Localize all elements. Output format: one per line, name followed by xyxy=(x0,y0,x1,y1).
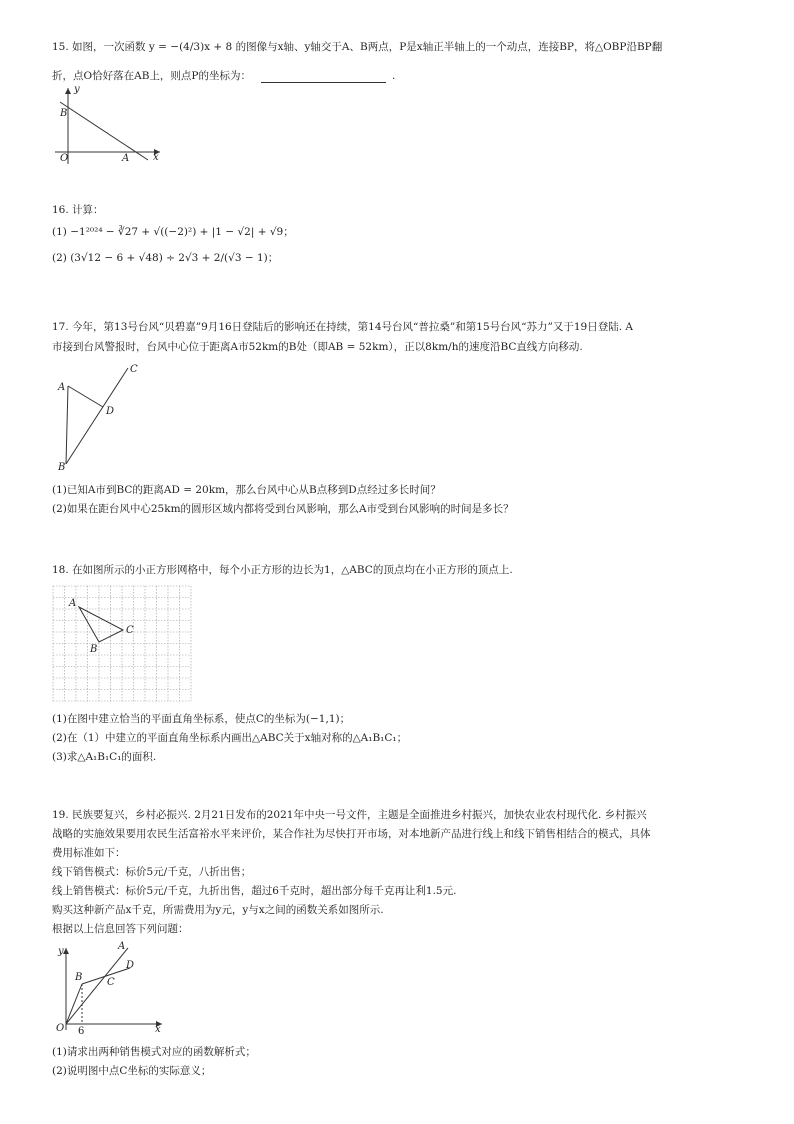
q15-y-label: y xyxy=(74,84,80,95)
q18-grid-figure xyxy=(52,585,194,701)
q19-line-6: 购买这种新产品x千克，所需费用为y元，y与x之间的函数关系如图所示. xyxy=(52,904,384,916)
q17-line-1: 17. 今年，第13号台风“贝碧嘉”9月16日登陆后的影响还在持续，第14号台风“普拉桑”和第15号台风“苏力”又于19日登陆. A xyxy=(52,321,633,333)
q17-point-a: A xyxy=(58,382,66,393)
q15-figure xyxy=(50,84,170,166)
q19-line-5: 线上销售模式：标价5元/千克，九折出售，超过6千克时，超出部分每千克再让利1.5元. xyxy=(52,885,457,897)
q17-sub-2: (2)如果在距台风中心25km的圆形区域内都将受到台风影响，那么A市受到台风影响的时间是多长？ xyxy=(52,503,514,515)
q16-line-2: (1) −1²⁰²⁴ − ∛27 + √((−2)²) + |1 − √2| + √9； xyxy=(52,226,294,238)
q19-point-c: C xyxy=(107,977,115,988)
q19-tick-6: 6 xyxy=(78,1026,85,1037)
q18-point-a: A xyxy=(69,598,77,609)
q18-sub-1: (1)在图中建立恰当的平面直角坐标系，使点C的坐标为(−1,1)； xyxy=(52,713,351,725)
q18-sub-3: (3)求△A₁B₁C₁的面积. xyxy=(52,751,157,763)
q19-line-3: 费用标准如下： xyxy=(52,847,126,859)
q19-figure xyxy=(52,940,172,1035)
q16-line-3: (2) (3√12 − 6 + √48) ÷ 2√3 + 2/(√3 − 1)； xyxy=(52,252,279,264)
q15-line-2-end: . xyxy=(391,70,396,82)
q15-line-1: 15. 如图，一次函数 y = −(4/3)x + 8 的图像与x轴、y轴交于A、B两点，P是x轴正半轴上的一个动点，连接BP，将△OBP沿BP翻 xyxy=(52,41,663,53)
q19-sub-1: (1)请求出两种销售模式对应的函数解析式； xyxy=(52,1046,256,1058)
q17-line-2: 市接到台风警报时，台风中心位于距离A市52km的B处（即AB = 52km），正以8km/h的速度沿BC直线方向移动. xyxy=(52,341,583,353)
q19-point-a: A xyxy=(118,941,126,952)
q19-line-1: 19. 民族要复兴，乡村必振兴. 2月21日发布的2021年中央一号文件，主题是全面推进乡村振兴，加快农业农村现代化. 乡村振兴 xyxy=(52,809,647,821)
q17-sub-1: (1)已知A市到BC的距离AD = 20km，那么台风中心从B点移到D点经过多长时间？ xyxy=(52,484,441,496)
q15-point-b: B xyxy=(60,108,68,119)
q19-point-b: B xyxy=(75,972,83,983)
q15-point-a: A xyxy=(122,153,130,164)
q16-line-1: 16. 计算： xyxy=(52,204,104,216)
q15-line-2 xyxy=(52,69,395,83)
q19-sub-2: (2)说明图中点C坐标的实际意义； xyxy=(52,1065,212,1077)
q18-point-c: C xyxy=(126,625,134,636)
q19-x-label: x xyxy=(155,1024,161,1035)
q18-sub-2: (2)在（1）中建立的平面直角坐标系内画出△ABC关于x轴对称的△A₁B₁C₁； xyxy=(52,732,408,744)
q17-point-d: D xyxy=(106,406,115,417)
q19-point-d: D xyxy=(126,960,135,971)
q17-figure xyxy=(56,364,146,474)
q18-point-b: B xyxy=(90,644,98,655)
q17-point-b: B xyxy=(58,462,66,473)
q19-y-label: y xyxy=(58,946,64,957)
q18-line-1: 18. 在如图所示的小正方形网格中，每个小正方形的边长为1，△ABC的顶点均在小正方形的顶点上. xyxy=(52,564,513,576)
q19-line-2: 战略的实施效果要用农民生活富裕水平来评价，某合作社为尽快打开市场，对本地新产品进行线上和线下销售相结合的模式，具体 xyxy=(52,828,651,840)
answer-blank[interactable] xyxy=(261,72,386,83)
q15-line-2-text: 折，点O恰好落在AB上，则点P的坐标为： xyxy=(52,70,251,82)
q19-line-7: 根据以上信息回答下列问题： xyxy=(52,923,189,935)
q17-point-c: C xyxy=(130,364,138,375)
q15-point-o: O xyxy=(60,153,69,164)
q15-x-label: x xyxy=(153,152,159,163)
q19-point-o: O xyxy=(56,1023,65,1034)
q19-line-4: 线下销售模式：标价5元/千克，八折出售； xyxy=(52,866,252,878)
